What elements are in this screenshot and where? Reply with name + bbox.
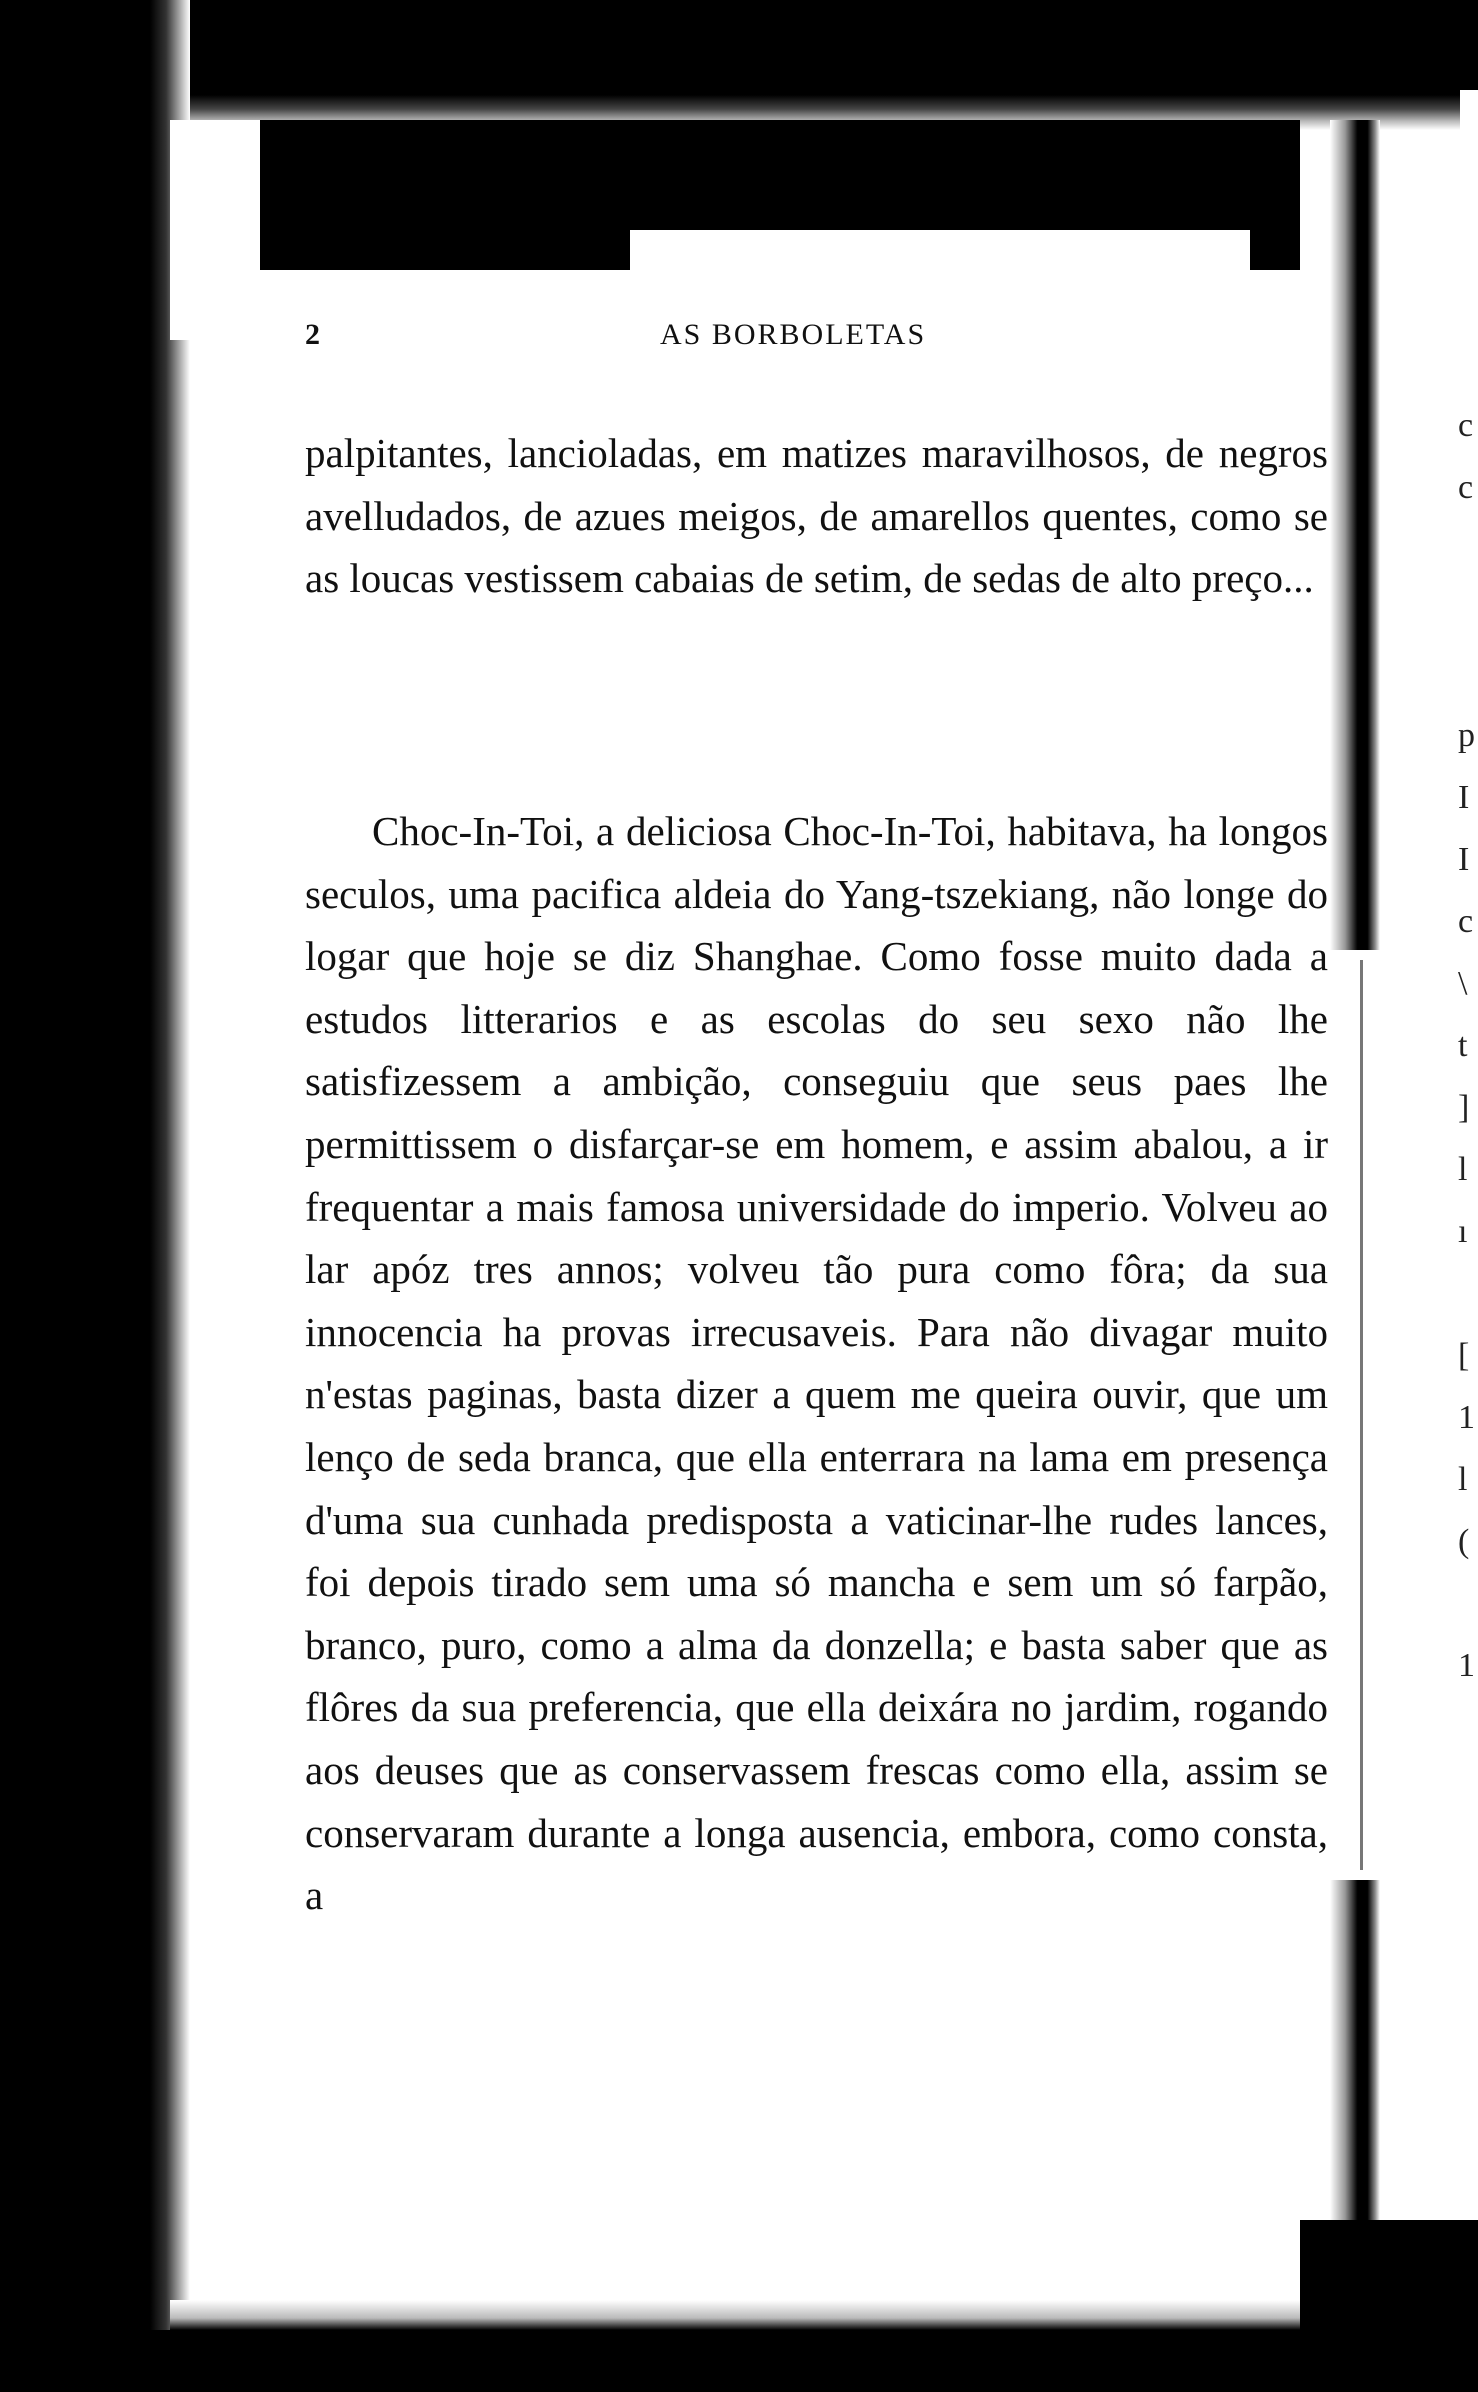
margin-letter: 1: [1458, 1647, 1475, 1684]
margin-letter: t: [1458, 1027, 1468, 1064]
margin-letter: [1458, 1697, 1478, 1759]
margin-letter: [1458, 519, 1478, 581]
margin-letter: [1458, 1263, 1478, 1325]
running-head: [305, 318, 1335, 358]
margin-letter: [1458, 643, 1478, 705]
margin-letter: I: [1458, 841, 1470, 878]
margin-letter: c: [1458, 469, 1474, 506]
margin-letter: \: [1458, 965, 1468, 1002]
paragraph-2: Choc-In-Toi, a deliciosa Choc-In-Toi, habitava, ha longos seculos, uma pacifica aldeia do Yang-tszekiang, não longe do logar que hoje se diz Shanghae. Como fosse muito dada a estudos litterarios e as escolas do seu sexo não lhe satisfizessem a ambição, conseguiu que seus paes lhe permittissem o disfarçar-se em homem, e assim abalou, a ir frequentar a mais famosa universidade do imperio. Volveu ao lar apóz tres annos; volveu tão pura como fôra; da sua innocencia ha provas irrecusaveis. Para não divagar muito n'estas paginas, basta dizer a quem me queira ouvir, que um lenço de seda branca, que ella enterrara na lama em presença d'uma sua cunhada predisposta a vaticinar-lhe rudes lances, foi depois tirado sem uma só mancha e sem um só farpão, branco, puro, como a alma da donzella; e basta saber que as flôres da sua preferencia, que ella deixára no jardim, rogando aos deuses que as conservassem frescas como ella, assim se conservaram durante a longa ausencia, embora, como consta, a: [305, 808, 1328, 1919]
margin-letter: c: [1458, 407, 1474, 444]
margin-letter: (: [1458, 1523, 1470, 1560]
paragraph-1: palpitantes, lancioladas, em matizes maravilhosos, de negros avelludados, de azues meigos, de amarellos quentes, como se as loucas vestissem cabaias de setim, de sedas de alto preço...: [305, 430, 1328, 602]
margin-letter: ı: [1458, 1213, 1468, 1250]
margin-letter: p: [1458, 717, 1475, 754]
margin-letter: [: [1458, 1337, 1470, 1374]
margin-letter: l: [1458, 1151, 1468, 1188]
margin-letter: [1458, 1759, 1478, 1821]
adjacent-page-margin: [1458, 395, 1478, 1821]
page-number: 2: [305, 318, 321, 351]
margin-letter: c: [1458, 903, 1474, 940]
margin-letter: ]: [1458, 1089, 1470, 1126]
margin-letter: [1458, 581, 1478, 643]
running-title: AS BORBOLETAS: [660, 318, 927, 351]
margin-letter: I: [1458, 779, 1470, 816]
margin-letter: 1: [1458, 1399, 1475, 1436]
margin-letter: l: [1458, 1461, 1468, 1498]
margin-letter: [1458, 1573, 1478, 1635]
